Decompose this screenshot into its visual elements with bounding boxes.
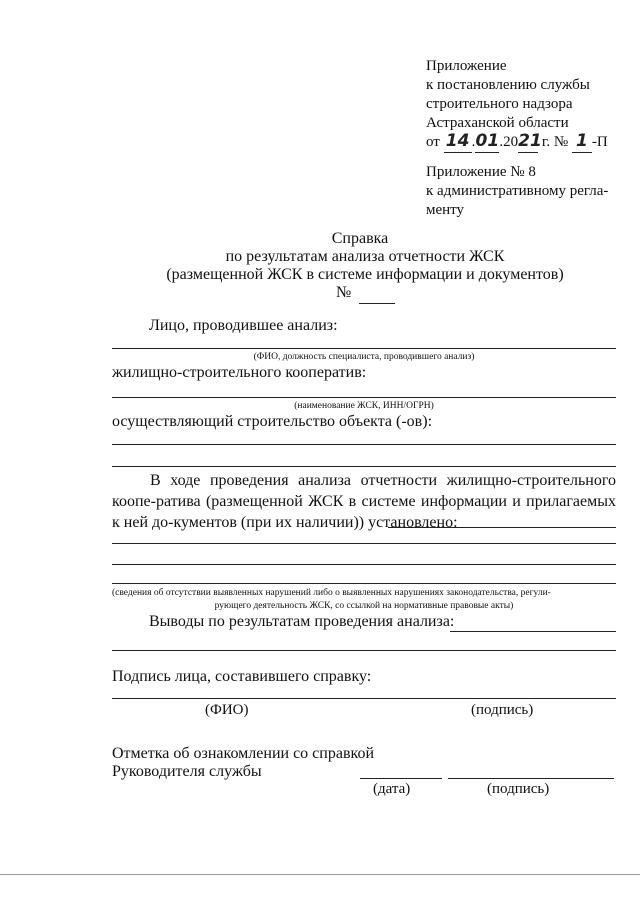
findings-paragraph: В ходе проведения анализа отчетности жилищно-строительного коопе-ратива (размещенной ЖСК в системе информации и прилагаемых к ней до-кументов (при их наличии)) установлено: [112,472,616,531]
date-year-field [518,131,542,153]
construction-label: осуществляющий строительство объекта (-ов): [112,413,433,430]
regulation-line-1: к административному регла- [426,183,609,199]
date-month-field [475,132,499,153]
conclusions-inline-line [450,631,616,632]
date-day-field [444,132,472,153]
region-line: Астраханской области [426,115,569,131]
signature-line [112,698,616,699]
findings-hint-1: (сведения об отсутствии выявленных нарушений либо о выявленных нарушениях законодательства, регули- [112,588,551,598]
findings-inline-line [388,527,616,528]
page-bottom-rule [0,874,640,875]
date-month-handwritten: 01 [475,131,500,151]
date-day-handwritten: 14 [445,131,470,151]
decree-line: к постановлению службы [426,77,590,93]
appendix-heading: Приложение [426,58,507,74]
regulation-line-2: менту [426,202,465,218]
title-line-1: по результатам анализа отчетности ЖСК [225,248,505,265]
construction-line-1 [112,444,616,445]
ack-label: Отметка об ознакомлении со справкой [112,745,375,762]
date-hint: (дата) [373,781,411,797]
appendix-8-heading: Приложение № 8 [426,164,536,180]
coop-line [112,397,616,398]
coop-label: жилищно-строительного кооператив: [112,364,367,381]
decree-number-handwritten: 1 [575,131,588,151]
document-title: Справка [331,230,389,247]
head-signature-hint: (подпись) [487,781,550,797]
date-year-handwritten: 21 [518,131,542,151]
number-suffix: -П [591,134,608,150]
findings-line-3 [112,583,616,584]
service-line: строительного надзора [426,96,573,112]
signature-hint: (подпись) [471,702,534,718]
fio-hint: (ФИО) [205,702,249,718]
decree-date-line [426,132,608,153]
number-sign: № [336,284,352,301]
date-separator: . [471,134,476,150]
analyst-line [112,348,616,349]
date-prefix: от [426,134,440,150]
certificate-number-field [359,283,395,304]
analyst-label: Лицо, проводившее анализ: [149,317,338,334]
conclusions-label: Выводы по результатам проведения анализа: [149,613,455,630]
construction-line-2 [112,466,616,467]
decree-number-field [572,132,592,153]
findings-line-1 [112,543,616,544]
analyst-hint: (ФИО, должность специалиста, проводившего анализ) [253,352,475,362]
signature-label: Подпись лица, составившего справку: [112,668,372,685]
date-century: .20 [499,134,519,150]
head-label: Руководителя службы [112,763,262,780]
conclusions-line [112,650,616,651]
findings-line-2 [112,564,616,565]
certificate-number [336,283,395,304]
number-prefix: г. № [541,134,569,150]
coop-hint: (наименование ЖСК, ИНН/ОГРН) [294,401,434,411]
findings-hint-2: рующего деятельность ЖСК, со ссылкой на нормативные правовые акты) [214,601,514,611]
title-line-2: (размещенной ЖСК в системе информации и документов) [166,266,564,283]
